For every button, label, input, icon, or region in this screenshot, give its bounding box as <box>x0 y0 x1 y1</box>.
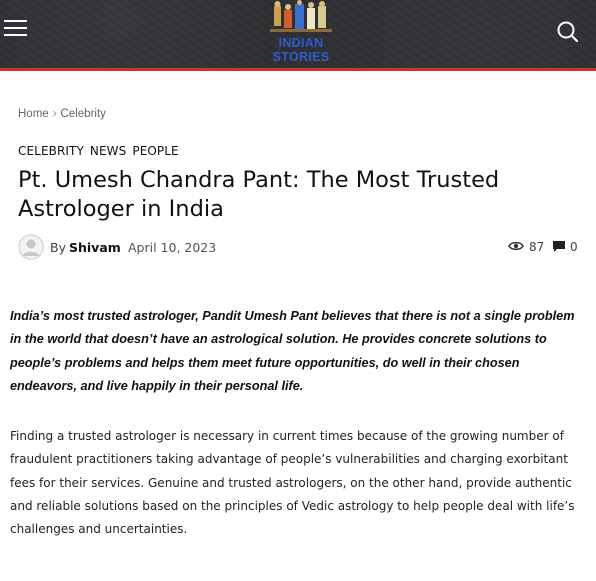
article-meta <box>18 234 578 260</box>
article-body-paragraph: Finding a trusted astrologer is necessary in current times because of the growing number of fraudulent practitioners taking advantage of people’s vulnerabilities and charging exorbitant fees for their services. Genuine and trusted astrologers, on the other hand, provide authentic and reliable solutions based on the principles of Vedic astrology to help people deal with life’s challenges and uncertainties. <box>10 429 575 537</box>
category-tags <box>18 144 185 158</box>
breadcrumb-home-link[interactable]: Home <box>18 108 49 120</box>
author-avatar[interactable] <box>18 234 44 260</box>
logo-text-line1: INDIAN <box>278 36 324 50</box>
publish-date: April 10, 2023 <box>128 240 217 255</box>
site-logo[interactable] <box>258 0 344 66</box>
category-tag-celebrity[interactable]: CELEBRITY <box>18 144 84 158</box>
user-avatar-icon <box>18 234 44 260</box>
hamburger-menu-icon[interactable] <box>4 18 28 38</box>
author-name-link[interactable]: Shivam <box>69 240 121 255</box>
breadcrumb-current-link[interactable]: Celebrity <box>60 108 106 120</box>
breadcrumb <box>18 108 106 120</box>
article-title: Pt. Umesh Chandra Pant: The Most Trusted Astrologer in India <box>18 167 500 222</box>
menu-bar <box>4 34 27 36</box>
header-accent-line <box>0 68 596 71</box>
comments-count[interactable]: 0 <box>570 240 578 254</box>
views-count: 87 <box>529 240 545 254</box>
logo-text-line2: STORIES <box>272 50 330 64</box>
site-header <box>0 0 596 68</box>
menu-bar <box>4 27 27 29</box>
comment-icon[interactable] <box>552 240 566 253</box>
logo-figures-icon <box>268 0 334 34</box>
search-icon[interactable] <box>555 19 581 45</box>
menu-bar <box>4 20 27 22</box>
category-tag-people[interactable]: PEOPLE <box>132 144 179 158</box>
article-lead-paragraph: India’s most trusted astrologer, Pandit Umesh Pant believes that there is not a single problem in the world that doesn’t have an astrological solution. He provides concrete solutions to people’s problems and helps them meet future opportunities, do well in their chosen endeavors, and live happily in their personal life. <box>10 309 575 393</box>
eye-icon <box>508 240 524 252</box>
category-tag-news[interactable]: NEWS <box>89 144 127 158</box>
by-label: By <box>50 240 66 255</box>
breadcrumb-separator: › <box>52 108 57 120</box>
